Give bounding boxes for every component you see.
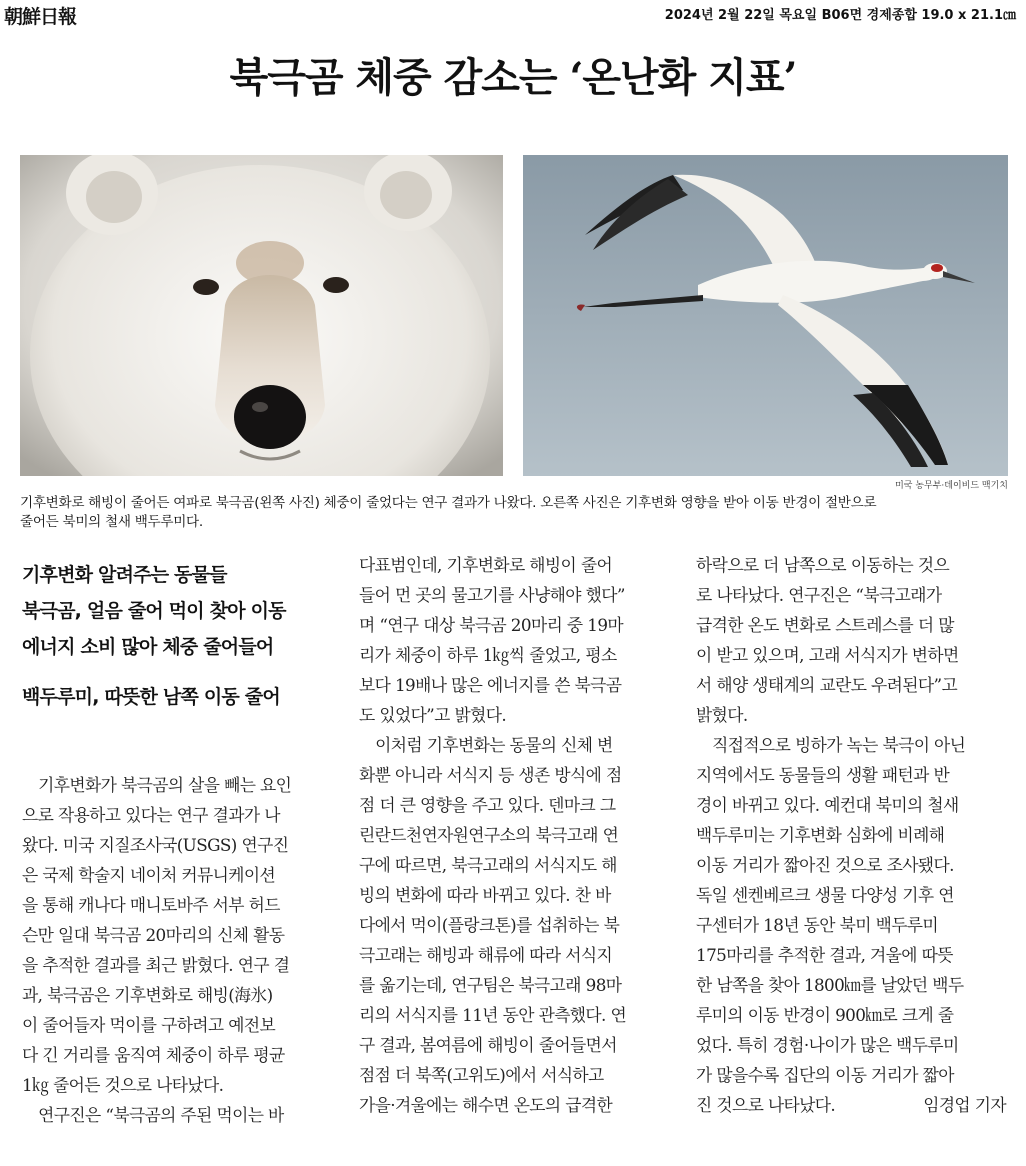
text-line: 을 추적한 결과를 최근 밝혔다. 연구 결	[22, 955, 290, 975]
text-line: 이 줄어들자 먹이를 구하려고 예전보	[22, 1015, 276, 1035]
byline: 임경업 기자	[923, 1095, 1006, 1115]
text-line: 다 긴 거리를 움직여 체중이 하루 평균	[22, 1045, 285, 1065]
text-line: 점 더 큰 영향을 주고 있다. 덴마크 그	[359, 795, 616, 815]
text-line: 린란드천연자원연구소의 북극고래 연	[359, 825, 619, 845]
text-line: 으로 작용하고 있다는 연구 결과가 나	[22, 805, 280, 825]
text-line: 슨만 일대 북극곰 20마리의 신체 활동	[22, 925, 285, 945]
text-line: 구 결과, 봄여름에 해빙이 줄어들면서	[359, 1035, 617, 1055]
caption-line: 줄어든 북미의 철새 백두루미다.	[20, 514, 203, 530]
text-line: 리의 서식지를 11년 동안 관측했다. 연	[359, 1005, 627, 1025]
text-line: 백두루미는 기후변화 심화에 비례해	[696, 825, 945, 845]
text-line: 직접적으로 빙하가 녹는 북극이 아닌	[696, 735, 966, 755]
text-line: 며 “연구 대상 북극곰 20마리 중 19마	[359, 615, 624, 635]
text-line: 지역에서도 동물들의 생활 패턴과 반	[696, 765, 950, 785]
text-line: 도 있었다”고 밝혔다.	[359, 705, 507, 725]
text-line: 이동 거리가 짧아진 것으로 조사됐다.	[696, 855, 954, 875]
photo-credit: 미국 농무부·데이비드 맥기치	[895, 481, 1008, 491]
subhead: 에너지 소비 많아 체중 줄어들어	[22, 636, 274, 658]
issue-info: 2024년 2월 22일 목요일 B06면 경제종합 19.0 x 21.1㎝	[664, 8, 1016, 23]
text-line: 구에 따르면, 북극고래의 서식지도 해	[359, 855, 617, 875]
text-line: 왔다. 미국 지질조사국(USGS) 연구진	[22, 835, 289, 855]
text-line: 다에서 먹이(플랑크톤)를 섭취하는 북	[359, 915, 620, 935]
subhead: 기후변화 알려주는 동물들	[22, 564, 227, 586]
text-line: 보다 19배나 많은 에너지를 쓴 북극곰	[359, 675, 622, 695]
text-line: 화뿐 아니라 서식지 등 생존 방식에 점	[359, 765, 622, 785]
text-line: 밝혔다.	[696, 705, 748, 725]
newspaper-logo: 朝鮮日報	[4, 6, 77, 28]
text-line: 175마리를 추적한 결과, 겨울에 따뜻	[696, 945, 953, 965]
text-line: 극고래는 해빙과 해류에 따라 서식지	[359, 945, 613, 965]
text-line: 구센터가 18년 동안 북미 백두루미	[696, 915, 939, 935]
text-line: 기후변화가 북극곰의 살을 빼는 요인	[22, 775, 292, 795]
article-column-3	[696, 550, 1012, 1120]
text-line: 독일 센켄베르크 생물 다양성 기후 연	[696, 885, 954, 905]
final-line-with-byline	[696, 1090, 1012, 1120]
article-column-1	[22, 770, 338, 1130]
subhead: 백두루미, 따뜻한 남쪽 이동 줄어	[22, 686, 280, 708]
polar-bear-photo	[20, 155, 503, 476]
text-line: 다표범인데, 기후변화로 해빙이 줄어	[359, 555, 613, 575]
photo-caption	[20, 494, 1012, 532]
text-line: 이처럼 기후변화는 동물의 신체 변	[359, 735, 613, 755]
text-line: 서 해양 생태계의 교란도 우려된다”고	[696, 675, 958, 695]
text-line: 급격한 온도 변화로 스트레스를 더 많	[696, 615, 954, 635]
subhead: 북극곰, 얼음 줄어 먹이 찾아 이동	[22, 600, 286, 622]
text-line: 진 것으로 나타났다.	[696, 1095, 836, 1115]
text-line: 을 통해 캐나다 매니토바주 서부 허드	[22, 895, 280, 915]
caption-line: 기후변화로 해빙이 줄어든 여파로 북극곰(왼쪽 사진) 체중이 줄었다는 연구 결과가 나왔다. 오른쪽 사진은 기후변화 영향을 받아 이동 반경이 절반으로	[20, 495, 877, 511]
text-line: 1㎏ 줄어든 것으로 나타났다.	[22, 1075, 224, 1095]
text-line: 로 나타났다. 연구진은 “북극고래가	[696, 585, 942, 605]
text-line: 루미의 이동 반경이 900㎞로 크게 줄	[696, 1005, 954, 1025]
text-line: 경이 바뀌고 있다. 예컨대 북미의 철새	[696, 795, 959, 815]
text-line: 가을·겨울에는 해수면 온도의 급격한	[359, 1095, 613, 1115]
text-line: 이 받고 있으며, 고래 서식지가 변하면	[696, 645, 959, 665]
text-line: 가 많을수록 집단의 이동 거리가 짧아	[696, 1065, 954, 1085]
text-line: 리가 체중이 하루 1㎏씩 줄었고, 평소	[359, 645, 617, 665]
text-line: 과, 북극곰은 기후변화로 해빙(海氷)	[22, 985, 273, 1005]
text-line: 한 남쪽을 찾아 1800㎞를 날았던 백두	[696, 975, 964, 995]
text-line: 빙의 변화에 따라 바뀌고 있다. 찬 바	[359, 885, 611, 905]
text-line: 점점 더 북쪽(고위도)에서 서식하고	[359, 1065, 604, 1085]
whooping-crane-photo	[523, 155, 1008, 476]
masthead	[0, 0, 1026, 26]
text-line: 었다. 특히 경험·나이가 많은 백두루미	[696, 1035, 959, 1055]
text-line: 를 옮기는데, 연구팀은 북극고래 98마	[359, 975, 622, 995]
text-line: 들어 먼 곳의 물고기를 사냥해야 했다”	[359, 585, 625, 605]
article-column-2	[359, 550, 675, 1120]
text-line: 연구진은 “북극곰의 주된 먹이는 바	[22, 1105, 284, 1125]
headline: 북극곰 체중 감소는 ‘온난화 지표’	[229, 54, 797, 101]
text-line: 은 국제 학술지 네이처 커뮤니케이션	[22, 865, 276, 885]
text-line: 하락으로 더 남쪽으로 이동하는 것으	[696, 555, 950, 575]
